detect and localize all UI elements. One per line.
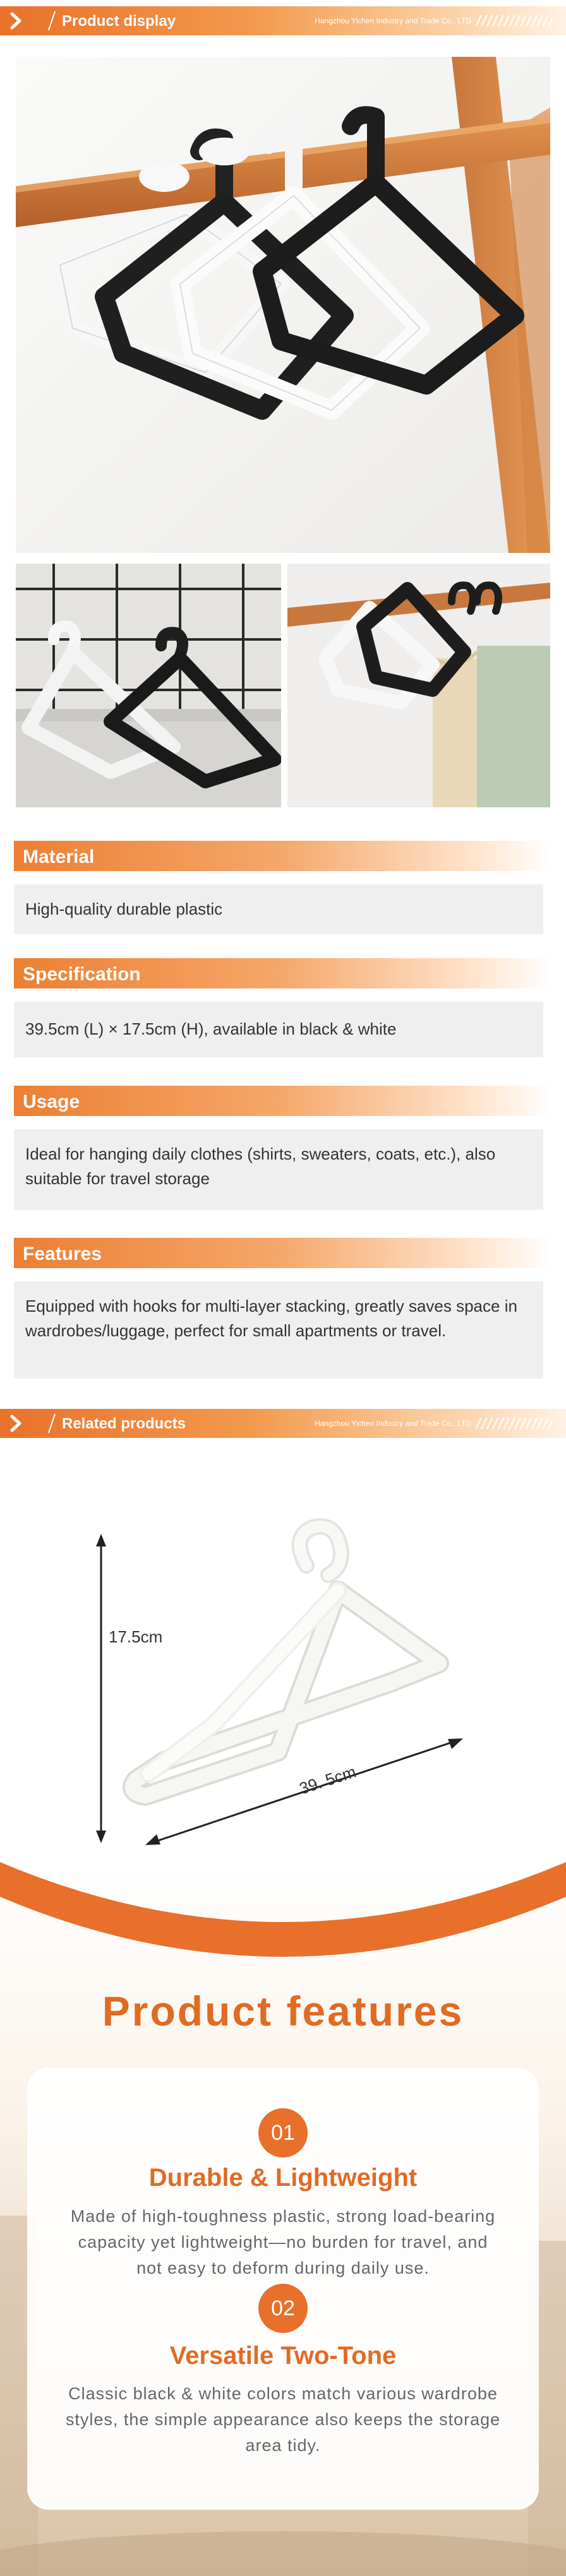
usage-text: Ideal for hanging daily clothes (shirts, sweaters, coats, etc.), also suitable for travel storage	[25, 1144, 496, 1188]
section-header-product-display	[0, 6, 566, 35]
specification-text: 39.5cm (L) × 17.5cm (H), available in black & white	[25, 1019, 397, 1038]
section-title: Product display	[62, 13, 176, 30]
feature-heading: Versatile Two-Tone	[169, 2342, 397, 2370]
section-title: Related products	[62, 1415, 186, 1432]
features-text: Equipped with hooks for multi-layer stacking, greatly saves space in wardrobes/luggage, perfect for small apartments or travel.	[25, 1297, 517, 1340]
photo-hangers-on-rail	[287, 564, 550, 807]
feature-description: Made of high-toughness plastic, strong load-bearing capacity yet lightweight—no burden for travel, and not easy to deform during daily use.	[70, 2207, 496, 2277]
hatch-decoration	[476, 1418, 552, 1429]
feature-number-badge: 01	[258, 2108, 308, 2158]
product-features-title: Product features	[102, 1988, 464, 2034]
company-name: Hangzhou Yichen Industry and Trade Co., LTD	[315, 1419, 471, 1428]
specification-info-box	[14, 1002, 543, 1057]
dimension-figure	[88, 1515, 480, 1856]
specification-label-bar	[14, 958, 552, 988]
usage-label: Usage	[23, 1091, 80, 1112]
usage-label-bar	[14, 1086, 552, 1116]
feature-description: Classic black & white colors match various wardrobe styles, the simple appearance also keeps the storage area tidy.	[65, 2384, 501, 2455]
length-dimension-label: 39. 5cm	[297, 1762, 359, 1798]
material-text: High-quality durable plastic	[25, 899, 223, 918]
main-product-photo	[16, 57, 550, 553]
specification-label: Specification	[23, 964, 141, 985]
height-dimension-label: 17.5cm	[109, 1627, 163, 1646]
features-info-box	[14, 1281, 543, 1379]
feature-heading: Durable & Lightweight	[148, 2164, 418, 2192]
chevron-right-icon	[6, 1414, 25, 1433]
material-info-box	[14, 884, 543, 934]
company-name: Hangzhou Yichen Industry and Trade Co., LTD	[315, 16, 471, 25]
feature-number-badge: 02	[258, 2284, 308, 2333]
features-label: Features	[23, 1243, 102, 1264]
features-label-bar	[14, 1238, 552, 1268]
hanger-dimension-drawing	[88, 1515, 480, 1856]
chevron-right-icon	[6, 11, 25, 30]
section-header-related-products	[0, 1409, 566, 1438]
hatch-decoration	[476, 15, 552, 27]
photo-hangers-on-counter	[16, 564, 281, 807]
slash-divider-icon	[47, 1413, 57, 1434]
usage-info-box	[14, 1129, 543, 1210]
slash-divider-icon	[47, 10, 57, 32]
material-label-bar	[14, 841, 552, 871]
material-label: Material	[23, 846, 95, 867]
